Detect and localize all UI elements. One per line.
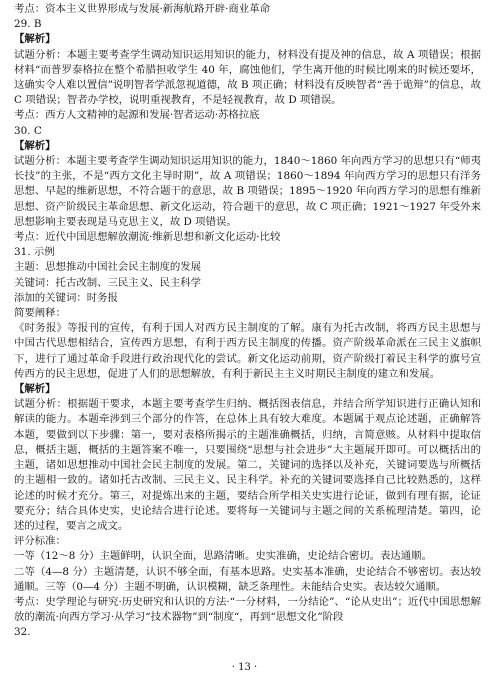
text-line: 考点：近代中国思想解放潮流·维新思想和新文化运动·比较	[14, 231, 281, 244]
text-line: 评分标准：	[14, 535, 66, 548]
section-heading: 【解析】	[14, 383, 56, 396]
text-line: 考点：史学理论与研究·历史研究和认识的方法·“一分材料，一分结论”、“论从史出”；近代中国思想解放的潮流·向西方学习·从学习“技术器物”到“制度“，再到“思想文化”阶段	[14, 595, 481, 624]
text-line: 主题：思想推动中国社会民主制度的发展	[14, 261, 202, 274]
page-number: · 13 ·	[231, 662, 258, 673]
text-line: 二等（4—8 分）主题清楚，认识不够全面，有基本思路。史实基本准确，史论结合不够密切。表达较通顺。三等（0—4 分）主题不明确，认识模糊，缺乏条理性。未能结合史实。表达较欠通顺。	[14, 565, 481, 593]
text-line: 30. C	[14, 124, 42, 137]
text-line: 31. 示例	[14, 246, 55, 259]
text-line: 试题分析：本题主要考查学生调动知识运用知识的能力，材料没有提及神的信息，故 A 项错误；根据材料“而普罗泰格拉在整个希腊担收学生 40 年，腐蚀他们，学生离开他的时候比刚来的时候还要坏，这确实令人难以置信”说明智者学派忽视道德，故 B 项正确；材料没有反映智者“善于诡辩”的信息，故 C 项错误；智者办学校，说明重视教育，不是轻视教育，故 D 项错误。	[14, 48, 481, 107]
section-heading: 【解析】	[14, 33, 56, 46]
text-line: 添加的关键词：时务报	[14, 291, 118, 304]
text-line: 考点：资本主义世界形成与发展·新海航路开辟·商业革命	[14, 3, 270, 15]
text-line: 关键词：托古改制、三民主义、民主科学	[14, 276, 202, 289]
text-line: 考点：西方人文精神的起源和发展·智者运动·苏格拉底	[14, 109, 260, 122]
text-line: 《时务报》等报刊的宣传，有利于国人对西方民主制度的了解。康有为托古改制，将西方民主思想与中国古代思想相结合，宣传西方思想，有利于西方民主制度的传播。资产阶级革命派在三民主义旗帜下，进行了通过革命手段进行政治现代化的尝试。新文化运动前期，资产阶级打着民主科学的旗号宣传西方的民主思想，促进了人们的思想解放，有利于新民主主义时期民主制度的建立和发展。	[14, 322, 481, 380]
text-line: 29. B	[14, 18, 42, 31]
text-line: 简要阐释：	[14, 307, 66, 320]
section-heading: 【解析】	[14, 139, 56, 152]
text-line: 试题分析：根据题干要求，本题主要考查学生归纳、概括图表信息，并结合所学知识进行正确认知和解读的能力。本题牵涉到三个部分的作答，在总体上具有较大难度。本题属于观点论述题，正确解答本题，要做到以下步骤：第一，要对表格所揭示的主题准确概括，归纳，言简意赅。从材料中提取信息，概括主题，概括的主题答案不唯一，只要围绕“思想与社会进步”大主题展开即可。可以概括出的主题，诸如思想推动中国社会民主制度的发展。第二，关键词的选择以及补充，关键词要选与所概括的主题相一致的。诸如托古改制、三民主义、民主科学。补充的关键词要选择自己比较熟悉的，这样论述的时候才充分。第三，对提炼出来的主题，要结合所学相关史实进行论证，做到有理有据，论证要充分；结合具体史实，史论结合进行论述。要将每一关键词与主题之间的关系梳理清楚。第四，论述的过程，要言之成文。	[14, 398, 481, 532]
text-line: 32.	[14, 626, 31, 639]
text-line: 一等（12～8 分）主题鲜明，认识全面，思路清晰。史实准确，史论结合密切。表达通顺。	[14, 550, 432, 563]
text-line: 试题分析：本题主要考查学生调动知识运用知识的能力，1840～1860 年向西方学习的思想只有“师夷长技”的主张，不是“西方文化主导时期”，故 A 项错误；1860～1894 年向西方学习的思想只有洋务思想、早起的维新思想，不符合题干的意思，故 B 项错误；1895～1920 年向西方学习的思想有维新思想、资产阶级民主革命思想、新文化运动，符合题干的意思，故 C 项正确；1921～1927 年受外来思想影响主要表现是马克思主义，故 D 项错误。	[14, 155, 481, 228]
